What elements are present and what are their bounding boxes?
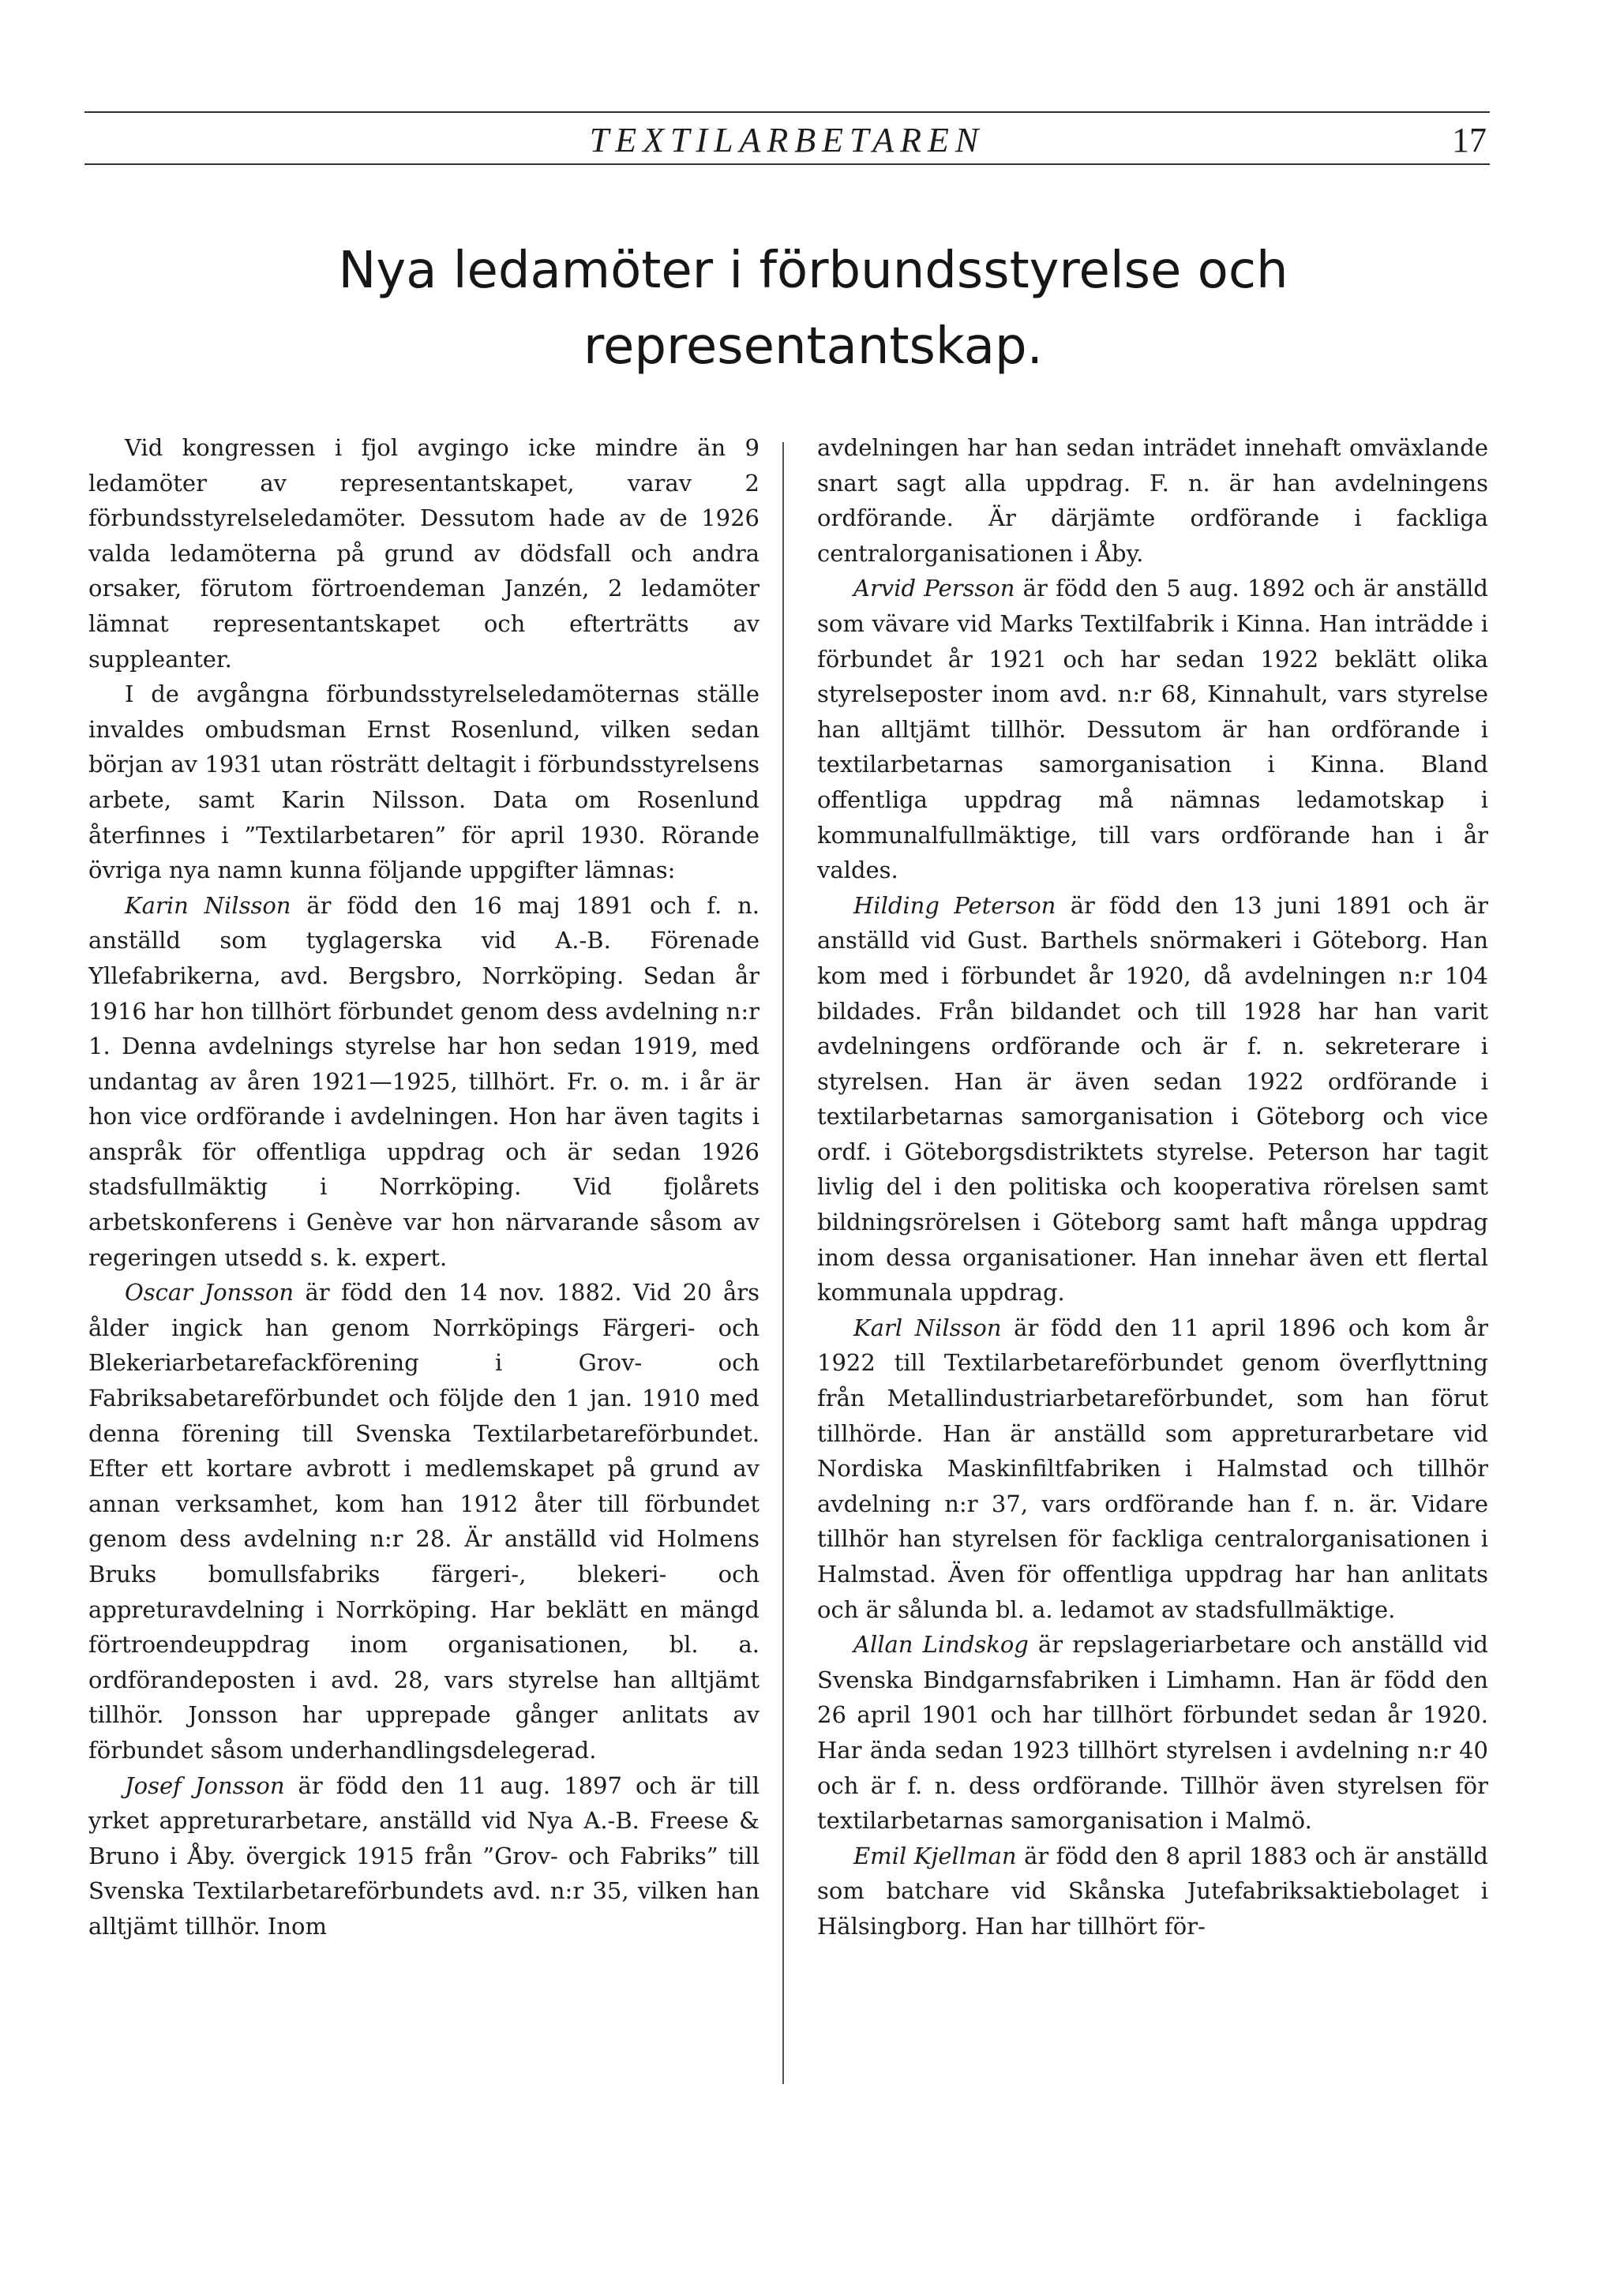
member-name: Allan Lindskog (853, 1631, 1029, 1659)
header-rule-bottom (84, 163, 1490, 165)
member-name: Josef Jonsson (125, 1771, 285, 1799)
member-name: Oscar Jonsson (125, 1279, 294, 1307)
paragraph (817, 1310, 1488, 1627)
member-name: Hilding Peterson (853, 891, 1056, 919)
paragraph-text: är född den 16 maj 1891 och f. n. anställd som tyglagerska vid A.-B. Förenade Yllefabrikerna, avd. Bergsbro, Norrköping. Sedan år 1916 har hon tillhört förbundet genom dess avdelning n:r 1. Denna avdelnings styrelse har hon sedan 1919, med undantag av åren 1921—1925, tillhört. Fr. o. m. i år är hon vice ordförande i avdelningen. Hon har även tagits i anspråk för offentliga uppdrag och är sedan 1926 stadsfullmäktig i Norrköping. Vid fjolårets arbetskonferens i Genève var hon närvarande såsom av regeringen utsedd s. k. expert. (88, 891, 759, 1271)
paragraph-text: I de avgångna förbundsstyrelseledamöternas ställe invaldes ombudsman Ernst Rosenlund, vilken sedan början av 1931 utan rösträtt deltagit i förbundsstyrelsens arbete, samt Karin Nilsson. Data om Rosenlund återfinnes i ”Textilarbetaren” för april 1930. Rörande övriga nya namn kunna följande uppgifter lämnas: (88, 680, 759, 884)
member-name: Karl Nilsson (853, 1314, 1002, 1341)
paragraph-text: är född den 11 aug. 1897 och är till yrket appreturarbetare, anställd vid Nya A.-B. Freese & Bruno i Åby. övergick 1915 från ”Grov- och Fabriks” till Svenska Textilarbetareförbundets avd. n:r 35, vilken han alltjämt tillhör. Inom (88, 1771, 759, 1940)
paragraph (817, 430, 1488, 571)
paragraph (817, 571, 1488, 887)
member-name: Karin Nilsson (125, 891, 291, 919)
paragraph-text: är född den 13 juni 1891 och är anställd vid Gust. Barthels snörmakeri i Göteborg. Han kom med i förbundet år 1920, då avdelningen n:r 104 bildades. Från bildandet och till 1928 har han varit avdelningens ordförande och är f. n. sekreterare i styrelsen. Han är även sedan 1922 ordförande i textilarbetarnas samorganisation i Göteborg och vice ordf. i Göteborgsdistriktets styrelse. Peterson har tagit livlig del i den politiska och kooperativa rörelsen samt bildningsrörelsen i Göteborg samt haft många uppdrag inom dessa organisationer. Han innehar även ett flertal kommunala uppdrag. (817, 891, 1488, 1307)
paragraph-text: avdelningen har han sedan inträdet innehaft omväxlande snart sagt alla uppdrag. F. n. är han avdelningens ordförande. Är därjämte ordförande i fackliga centralorganisationen i Åby. (817, 434, 1488, 567)
page-number: 17 (1452, 121, 1487, 159)
paragraph (88, 888, 759, 1276)
running-head (84, 118, 1490, 162)
article-title: Nya ledamöter i förbundsstyrelse och representantskap. (338, 242, 1288, 376)
paragraph-text: är född den 11 april 1896 och kom år 1922 till Textilarbetareförbundet genom överflyttning från Metallindustriarbetareförbundet, som han förut tillhörde. Han är anställd som appreturarbetare vid Nordiska Maskinfiltfabriken i Halmstad och tillhör avdelning n:r 37, vars ordförande han f. n. är. Vidare tillhör han styrelsen för fackliga centralorganisationen i Halmstad. Även för offentliga uppdrag har han anlitats och är sålunda bl. a. ledamot av stadsfullmäktige. (817, 1314, 1489, 1623)
paragraph-text: är född den 8 april 1883 och är anställd som batchare vid Skånska Jutefabriksaktiebolaget i Hälsingborg. Han har tillhört för- (817, 1842, 1488, 1940)
header-rule-top (84, 111, 1490, 113)
journal-name: TEXTILARBETAREN (589, 121, 985, 159)
paragraph (88, 430, 759, 677)
member-name: Emil Kjellman (853, 1842, 1017, 1869)
paragraph-text: Vid kongressen i fjol avgingo icke mindre än 9 ledamöter av representantskapet, varav 2 förbundsstyrelseledamöter. Dessutom hade av de 1926 valda ledamöterna på grund av dödsfall och andra orsaker, förutom förtroendeman Janzén, 2 ledamöter lämnat representantskapet och efterträtts av suppleanter. (88, 434, 759, 673)
paragraph (88, 1275, 759, 1768)
paragraph (817, 888, 1488, 1310)
paragraph (88, 677, 759, 888)
member-name: Arvid Persson (853, 575, 1015, 602)
paragraph-text: är repslageriarbetare och anställd vid Svenska Bindgarnsfabriken i Limhamn. Han är född den 26 april 1901 och har tillhört förbundet sedan år 1920. Har ända sedan 1923 tillhört styrelsen i avdelning n:r 40 och är f. n. dess ordförande. Tillhör även styrelsen för textilarbetarnas samorganisation i Malmö. (817, 1631, 1488, 1835)
paragraph (817, 1627, 1488, 1839)
right-column (817, 430, 1488, 1944)
paragraph-text: är född den 14 nov. 1882. Vid 20 års ålder ingick han genom Norrköpings Färgeri- och Blekeriarbetarefackförening i Grov- och Fabriksabetareförbundet och följde den 1 jan. 1910 med denna förening till Svenska Textilarbetareförbundet. Efter ett kortare avbrott i medlemskapet på grund av annan verksamhet, kom han 1912 åter till förbundet genom dess avdelning n:r 28. Är anställd vid Holmens Bruks bomullsfabriks färgeri-, blekeri- och appreturavdelning i Norrköping. Har beklätt en mängd förtroendeuppdrag inom organisationen, bl. a. ordförandeposten i avd. 28, vars styrelse han alltjämt tillhör. Jonsson har upprepade gånger anlitats av förbundet såsom underhandlingsdelegerad. (88, 1279, 759, 1764)
paragraph-text: är född den 5 aug. 1892 och är anställd som vävare vid Marks Textilfabrik i Kinna. Han inträdde i förbundet år 1921 och har sedan 1922 beklätt olika styrelseposter inom avd. n:r 68, Kinnahult, vars styrelse han alltjämt tillhör. Dessutom är han ordförande i textilarbetarnas samorganisation i Kinna. Bland offentliga uppdrag må nämnas ledamotskap i kommunalfullmäktige, till vars ordförande han i år valdes. (817, 575, 1488, 884)
left-column (88, 430, 759, 1944)
paragraph (817, 1839, 1488, 1944)
paragraph (88, 1768, 759, 1944)
column-divider (782, 442, 784, 2084)
